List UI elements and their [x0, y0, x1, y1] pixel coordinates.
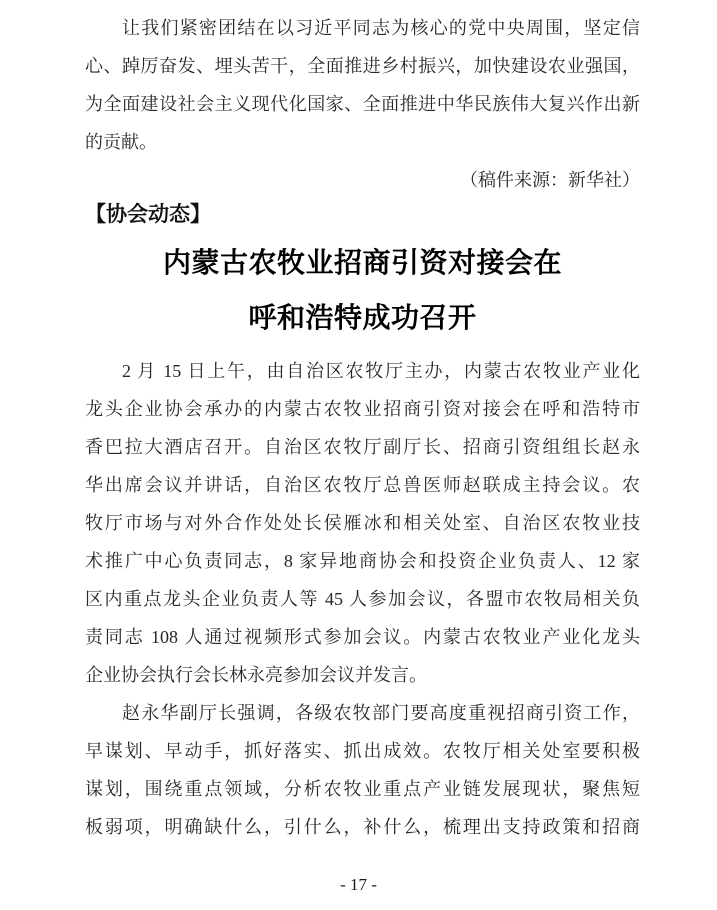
article-title-line: 呼和浩特成功召开 — [248, 303, 477, 334]
page-number: - 17 - — [340, 875, 377, 894]
paragraph-line: 让我们紧密团结在以习近平同志为核心的党中央周围，坚定信 — [122, 18, 640, 38]
paragraph-line: 术推广中心负责同志，8 家异地商协会和投资企业负责人、12 家 — [85, 551, 640, 571]
paragraph-line: 2 月 15 日上午，由自治区农牧厅主办，内蒙古农牧业产业化 — [122, 361, 640, 381]
source-attribution: （稿件来源：新华社） — [460, 170, 640, 190]
closing-paragraph — [85, 9, 640, 161]
paragraph-line: 心、踔厉奋发、埋头苦干，全面推进乡村振兴，加快建设农业强国， — [85, 56, 640, 76]
paragraph-line: 华出席会议并讲话，自治区农牧厅总兽医师赵联成主持会议。农 — [85, 475, 640, 495]
section-header-row — [85, 196, 640, 234]
paragraph-line: 早谋划、早动手，抓好落实、抓出成效。农牧厅相关处室要积极 — [85, 741, 640, 761]
article-paragraph-2 — [85, 694, 640, 846]
article-paragraph-1 — [85, 352, 640, 694]
paragraph-line: 谋划，围绕重点领域，分析农牧业重点产业链发展现状，聚焦短 — [85, 779, 640, 799]
paragraph-line: 香巴拉大酒店召开。自治区农牧厅副厅长、招商引资组组长赵永 — [85, 437, 640, 457]
paragraph-line: 企业协会执行会长林永亮参加会议并发言。 — [85, 665, 427, 685]
source-attribution-row — [85, 161, 640, 199]
section-header: 【协会动态】 — [85, 203, 211, 226]
paragraph-line: 为全面建设社会主义现代化国家、全面推进中华民族伟大复兴作出新 — [85, 94, 640, 114]
paragraph-line: 牧厅市场与对外合作处处长侯雁冰和相关处室、自治区农牧业技 — [85, 513, 640, 533]
paragraph-line: 赵永华副厅长强调，各级农牧部门要高度重视招商引资工作， — [122, 703, 640, 723]
paragraph-line: 龙头企业协会承办的内蒙古农牧业招商引资对接会在呼和浩特市 — [85, 399, 640, 419]
paragraph-line: 责同志 108 人通过视频形式参加会议。内蒙古农牧业产业化龙头 — [85, 627, 640, 647]
paragraph-line: 的贡献。 — [85, 132, 157, 152]
paragraph-line: 区内重点龙头企业负责人等 45 人参加会议，各盟市农牧局相关负 — [85, 589, 640, 609]
article-title — [85, 236, 640, 346]
article-title-line: 内蒙古农牧业招商引资对接会在 — [162, 248, 562, 279]
paragraph-line: 板弱项，明确缺什么，引什么，补什么，梳理出支持政策和招商 — [85, 817, 640, 837]
